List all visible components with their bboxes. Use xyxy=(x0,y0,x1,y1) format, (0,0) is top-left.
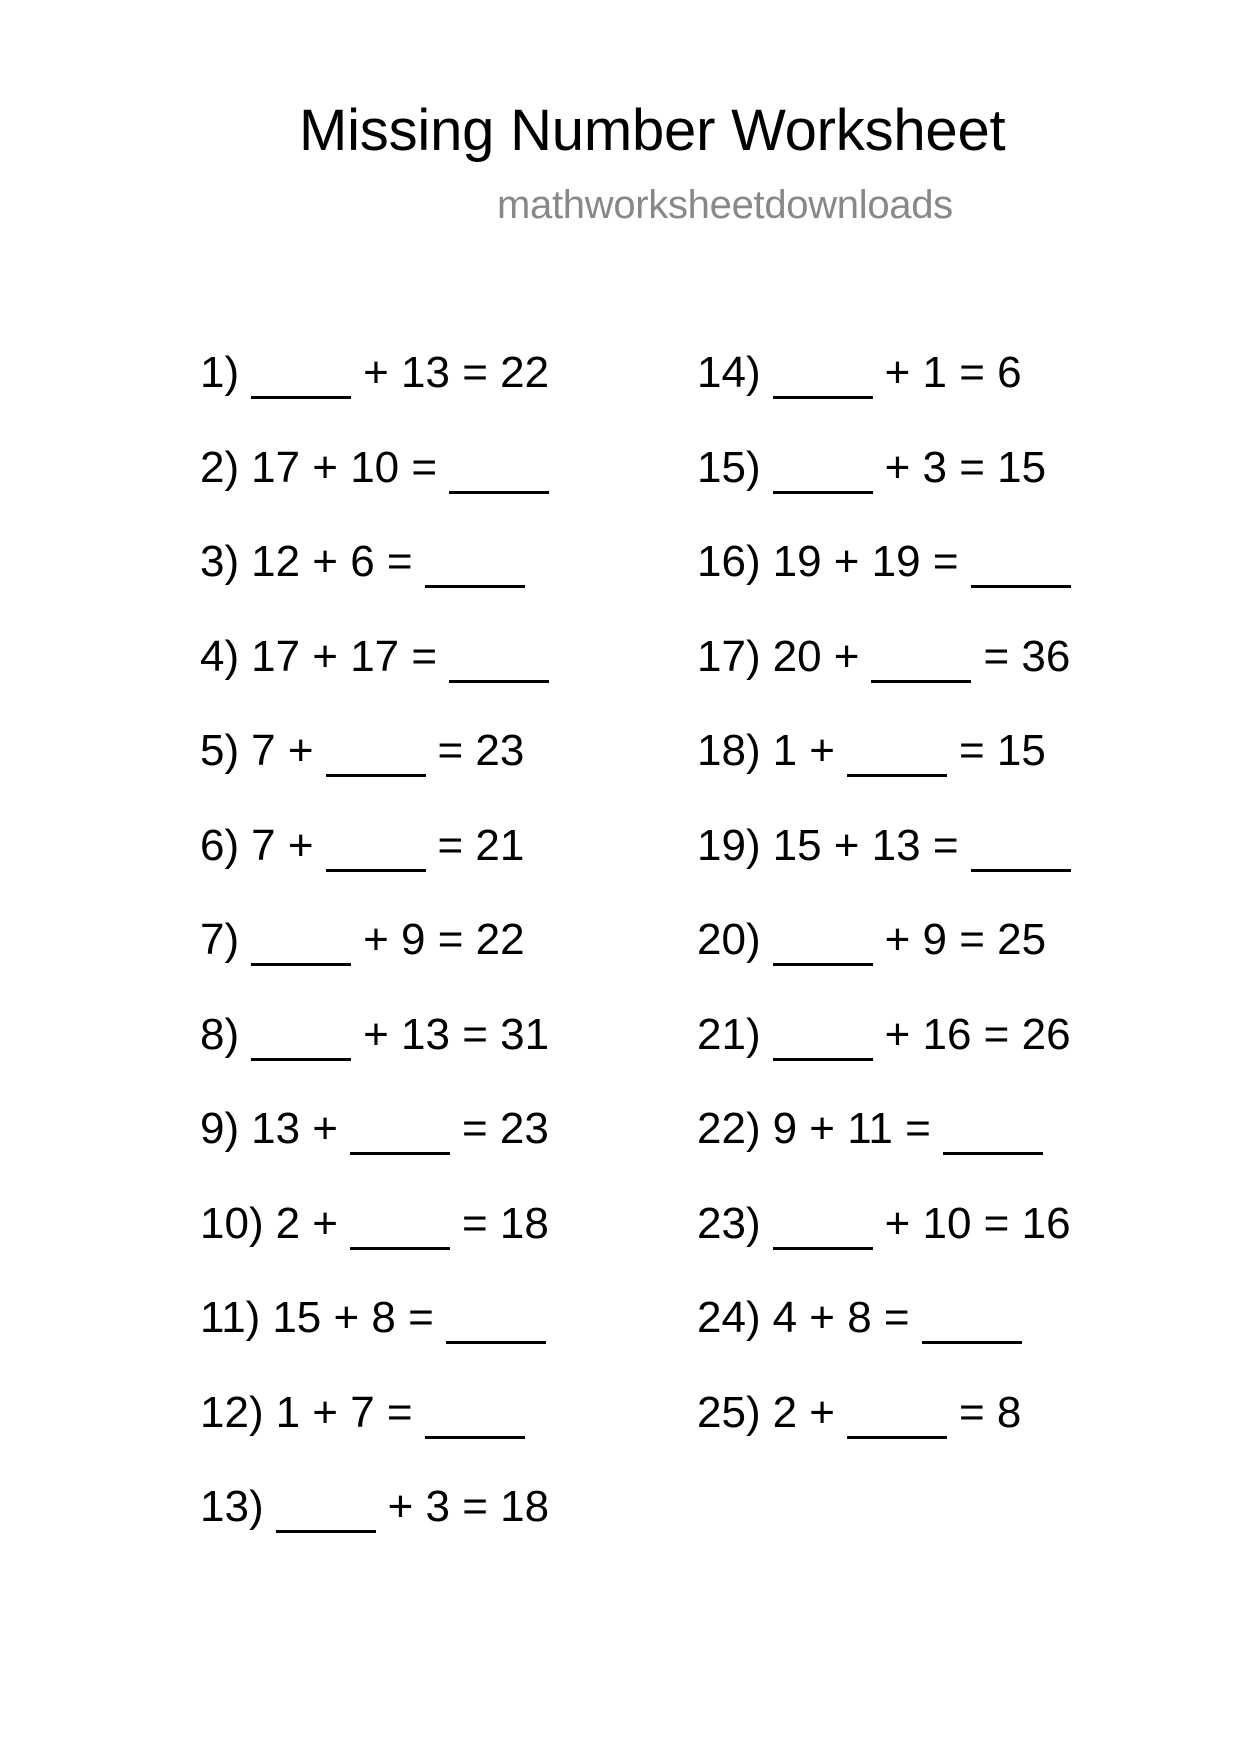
answer-blank[interactable] xyxy=(773,1194,873,1250)
problem-number: 22) xyxy=(697,1104,761,1153)
problem-column-right xyxy=(697,343,1071,1477)
equation-text: 7 + xyxy=(251,726,314,775)
answer-blank[interactable] xyxy=(971,816,1071,872)
problem-number: 13) xyxy=(200,1482,264,1531)
problem-number: 8) xyxy=(200,1009,240,1059)
answer-blank[interactable] xyxy=(425,1383,525,1439)
problem-number: 24) xyxy=(697,1293,761,1342)
problem-item xyxy=(200,721,549,816)
problem-item xyxy=(697,343,1071,438)
answer-blank[interactable] xyxy=(425,532,525,588)
answer-blank[interactable] xyxy=(971,532,1071,588)
answer-blank[interactable] xyxy=(922,1288,1022,1344)
answer-blank[interactable] xyxy=(773,1005,873,1061)
problem-item xyxy=(697,1288,1071,1383)
equation-text: = 36 xyxy=(983,631,1071,681)
problem-item xyxy=(697,438,1071,533)
answer-blank[interactable] xyxy=(449,438,549,494)
answer-blank[interactable] xyxy=(326,816,426,872)
problem-number: 2) xyxy=(200,442,240,492)
problem-number: 6) xyxy=(200,820,240,870)
problem-item xyxy=(200,816,549,911)
problem-item xyxy=(200,1099,549,1194)
equation-text: 7 + xyxy=(251,820,314,870)
answer-blank[interactable] xyxy=(350,1194,450,1250)
problem-column-left xyxy=(200,343,549,1572)
answer-blank[interactable] xyxy=(276,1477,376,1533)
answer-blank[interactable] xyxy=(847,721,947,777)
problem-number: 9) xyxy=(200,1104,240,1153)
problem-number: 10) xyxy=(200,1198,264,1248)
problem-item xyxy=(697,816,1071,911)
equation-text: + 9 = 25 xyxy=(884,915,1047,964)
equation-text: 19 + 19 = xyxy=(772,537,959,586)
problem-item xyxy=(200,438,549,533)
equation-text: 15 + 8 = xyxy=(272,1293,434,1342)
problem-item xyxy=(200,532,549,627)
problem-number: 16) xyxy=(697,537,761,586)
answer-blank[interactable] xyxy=(251,343,351,399)
worksheet-title: Missing Number Worksheet xyxy=(299,98,1006,163)
problem-item xyxy=(200,910,549,1005)
equation-text: 17 + 10 = xyxy=(251,442,438,492)
answer-blank[interactable] xyxy=(326,721,426,777)
problem-item xyxy=(200,1383,549,1478)
equation-text: + 9 = 22 xyxy=(363,915,525,964)
equation-text: 9 + 11 = xyxy=(772,1104,931,1153)
equation-text: = 21 xyxy=(437,820,525,870)
problem-item xyxy=(697,1194,1071,1289)
equation-text: = 15 xyxy=(958,726,1046,775)
equation-text: + 1 = 6 xyxy=(884,348,1022,397)
equation-text: + 16 = 26 xyxy=(884,1009,1071,1059)
problem-item xyxy=(697,1099,1071,1194)
problem-item xyxy=(697,721,1071,816)
equation-text: = 23 xyxy=(437,726,525,775)
problem-item xyxy=(200,627,549,722)
answer-blank[interactable] xyxy=(773,910,873,966)
answer-blank[interactable] xyxy=(251,1005,351,1061)
equation-text: 4 + 8 = xyxy=(772,1293,910,1342)
equation-text: + 3 = 18 xyxy=(387,1482,550,1531)
problem-item xyxy=(697,910,1071,1005)
answer-blank[interactable] xyxy=(350,1099,450,1155)
equation-text: + 10 = 16 xyxy=(884,1198,1071,1248)
problem-item xyxy=(200,1477,549,1572)
answer-blank[interactable] xyxy=(847,1383,947,1439)
equation-text: 12 + 6 = xyxy=(251,537,413,586)
problem-number: 5) xyxy=(200,726,240,775)
problem-item xyxy=(200,1194,549,1289)
answer-blank[interactable] xyxy=(773,343,873,399)
problem-item xyxy=(200,1005,549,1100)
problem-number: 20) xyxy=(697,915,761,964)
problem-item xyxy=(697,532,1071,627)
equation-text: = 8 xyxy=(958,1387,1022,1437)
equation-text: + 13 = 31 xyxy=(363,1009,550,1059)
problem-item xyxy=(200,343,549,438)
answer-blank[interactable] xyxy=(449,627,549,683)
equation-text: 1 + 7 = xyxy=(275,1387,413,1437)
equation-text: + 13 = 22 xyxy=(363,348,550,397)
problem-number: 23) xyxy=(697,1198,761,1248)
problem-number: 17) xyxy=(697,631,761,681)
problem-number: 19) xyxy=(697,820,761,870)
problem-item xyxy=(200,1288,549,1383)
problem-item xyxy=(697,627,1071,722)
equation-text: 13 + xyxy=(251,1104,338,1153)
equation-text: = 23 xyxy=(462,1104,549,1153)
equation-text: 20 + xyxy=(772,631,860,681)
answer-blank[interactable] xyxy=(251,910,351,966)
problem-number: 11) xyxy=(200,1293,261,1342)
equation-text: 2 + xyxy=(275,1198,338,1248)
answer-blank[interactable] xyxy=(446,1288,546,1344)
problem-number: 3) xyxy=(200,537,240,586)
answer-blank[interactable] xyxy=(943,1099,1043,1155)
equation-text: 2 + xyxy=(772,1387,835,1437)
problem-number: 4) xyxy=(200,631,240,681)
equation-text: = 18 xyxy=(461,1198,549,1248)
site-watermark: mathworksheetdownloads xyxy=(497,183,953,227)
answer-blank[interactable] xyxy=(871,627,971,683)
problem-number: 1) xyxy=(200,348,240,397)
problem-item xyxy=(697,1005,1071,1100)
equation-text: 1 + xyxy=(772,726,835,775)
problem-number: 12) xyxy=(200,1387,264,1437)
problem-number: 15) xyxy=(697,442,761,492)
answer-blank[interactable] xyxy=(773,438,873,494)
equation-text: 17 + 17 = xyxy=(251,631,438,681)
equation-text: + 3 = 15 xyxy=(884,442,1047,492)
problem-number: 14) xyxy=(697,348,761,397)
problem-number: 18) xyxy=(697,726,761,775)
problem-number: 25) xyxy=(697,1387,761,1437)
equation-text: 15 + 13 = xyxy=(772,820,959,870)
problem-number: 7) xyxy=(200,915,240,964)
problem-number: 21) xyxy=(697,1009,761,1059)
problem-item xyxy=(697,1383,1071,1478)
